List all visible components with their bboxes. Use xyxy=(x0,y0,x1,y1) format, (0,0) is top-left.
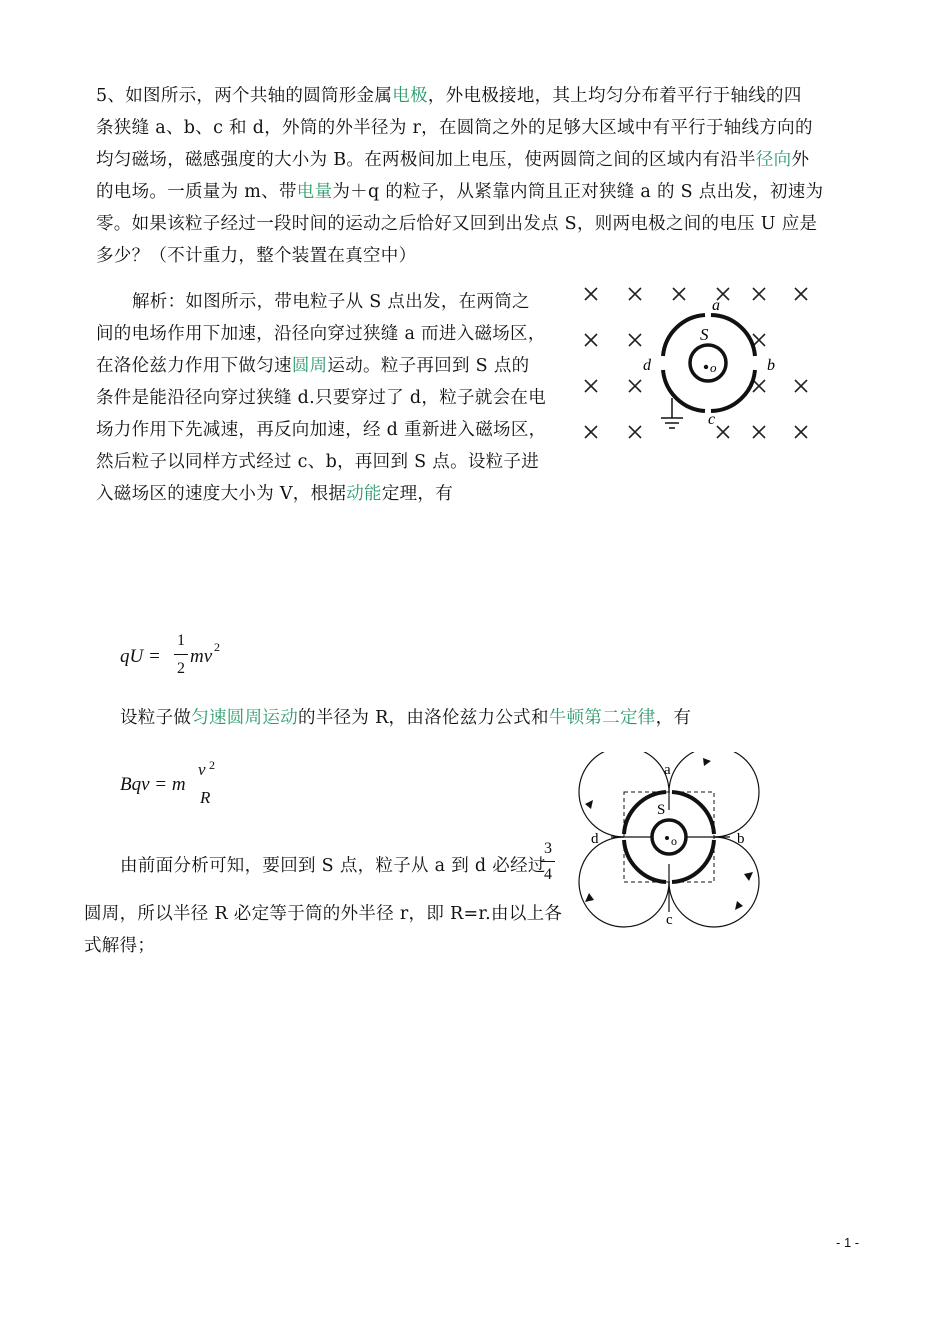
solution-text: 定理，有 xyxy=(381,484,454,504)
problem-text: 均匀磁场，磁感强度的大小为 B。在两极间加上电压，使两圆筒之间的区域内有沿半 xyxy=(96,150,756,170)
eq2-exponent: 2 xyxy=(209,758,215,772)
link-newton-second-law[interactable]: 牛顿第二定律 xyxy=(548,708,656,728)
eq1-fraction-bar xyxy=(174,654,188,655)
problem-text: 为＋q 的粒子，从紧靠内筒且正对狭缝 a 的 S 点出发，初速为 xyxy=(332,182,824,202)
solution-text: 在洛伦兹力作用下做匀速 xyxy=(96,356,292,376)
solution-line-2: 间的电场作用下加速，沿径向穿过狭缝 a 而进入磁场区， xyxy=(96,324,546,344)
link-uniform-circular-motion[interactable]: 匀速圆周运动 xyxy=(191,708,299,728)
eq1-lhs: qU = xyxy=(120,646,161,667)
label-c: c xyxy=(708,411,716,428)
eq2-denominator: R xyxy=(200,788,211,807)
label-a: a xyxy=(712,297,720,314)
solution-line-3 xyxy=(96,350,529,382)
problem-text: 外 xyxy=(791,150,810,170)
label-b: b xyxy=(767,357,775,374)
fig2-label-d: d xyxy=(591,831,599,847)
figure-cylinders-field xyxy=(575,278,825,453)
label-d: d xyxy=(643,357,651,374)
solution-line-5: 场力作用下先减速，再反向加速，经 d 重新进入磁场区， xyxy=(96,420,547,440)
label-s: S xyxy=(700,325,709,344)
inner-cylinder xyxy=(690,345,726,381)
problem-text: 如图所示，两个共轴的圆筒形金属 xyxy=(125,86,393,106)
problem-text: ，外电极接地，其上均匀分布着平行于轴线的四 xyxy=(427,86,802,106)
solution-line-7 xyxy=(96,478,453,510)
outer-cylinder xyxy=(663,315,755,411)
eq2-numerator: v xyxy=(198,760,206,779)
solution-line-11: 式解得； xyxy=(84,936,156,956)
solution-line-8 xyxy=(120,702,691,734)
problem-line-1 xyxy=(96,80,802,112)
problem-line-2: 条狭缝 a、b、c 和 d，外筒的外半径为 r，在圆筒之外的足够大区域中有平行于轴线方向的 xyxy=(96,118,813,138)
eq1-denominator: 2 xyxy=(177,660,185,677)
solution-line-10: 圆周，所以半径 R 必定等于筒的外半径 r，即 R=r.由以上各 xyxy=(84,904,563,924)
inner-cylinder-2 xyxy=(652,820,686,854)
problem-text: 的电场。一质量为 m、带 xyxy=(96,182,297,202)
solution-line-9 xyxy=(120,850,546,882)
link-electrode[interactable]: 电极 xyxy=(392,86,428,106)
solution-text: 运动。粒子再回到 S 点的 xyxy=(327,356,530,376)
link-kinetic-energy[interactable]: 动能 xyxy=(346,484,382,504)
solution-text: 由前面分析可知，要回到 S 点，粒子从 a 到 d 必经过 xyxy=(120,856,546,876)
solution-line-4: 条件是能沿径向穿过狭缝 d.只要穿过了 d，粒子就会在电 xyxy=(96,388,546,408)
fig2-label-a: a xyxy=(664,762,671,778)
solution-line-6: 然后粒子以同样方式经过 c、b，再回到 S 点。设粒子进 xyxy=(96,452,540,472)
fraction-three-quarters xyxy=(540,840,556,890)
solution-text: 的半径为 R，由洛伦兹力公式和 xyxy=(298,708,549,728)
fig2-label-o: o xyxy=(671,834,677,848)
equation-kinetic-energy xyxy=(120,630,240,690)
fig2-label-s: S xyxy=(657,802,666,818)
solution-text: ，有 xyxy=(655,708,692,728)
link-radial[interactable]: 径向 xyxy=(755,150,792,170)
frac-numerator: 3 xyxy=(544,840,552,857)
solution-text: 入磁场区的速度大小为 V，根据 xyxy=(96,484,347,504)
frac-bar xyxy=(541,861,555,862)
problem-line-3 xyxy=(96,144,809,176)
fig2-label-c: c xyxy=(666,912,673,928)
solution-text: 设粒子做 xyxy=(120,708,192,728)
solution-line-1: 解析：如图所示，带电粒子从 S 点出发，在两筒之 xyxy=(132,292,530,312)
link-charge[interactable]: 电量 xyxy=(296,182,333,202)
frac-denominator: 4 xyxy=(544,866,552,883)
figure-trajectory xyxy=(575,752,765,932)
problem-line-4 xyxy=(96,176,823,208)
eq1-numerator: 1 xyxy=(177,632,185,649)
fig2-label-b: b xyxy=(737,831,745,847)
equation-lorentz xyxy=(120,758,240,818)
page-number: - 1 - xyxy=(836,1235,860,1250)
eq1-exponent: 2 xyxy=(214,640,220,654)
axis-point xyxy=(704,365,708,369)
axis-point-2 xyxy=(665,836,669,840)
link-circle[interactable]: 圆周 xyxy=(291,356,328,376)
problem-line-6: 多少？（不计重力，整个装置在真空中） xyxy=(96,246,417,266)
problem-line-5: 零。如果该粒子经过一段时间的运动之后恰好又回到出发点 S，则两电极之间的电压 U 应是 xyxy=(96,214,818,234)
problem-number: 5、 xyxy=(96,86,126,106)
eq2-lhs: Bqv = m xyxy=(120,774,186,795)
eq1-rhs: mv xyxy=(190,646,213,667)
label-o: o xyxy=(710,360,717,375)
